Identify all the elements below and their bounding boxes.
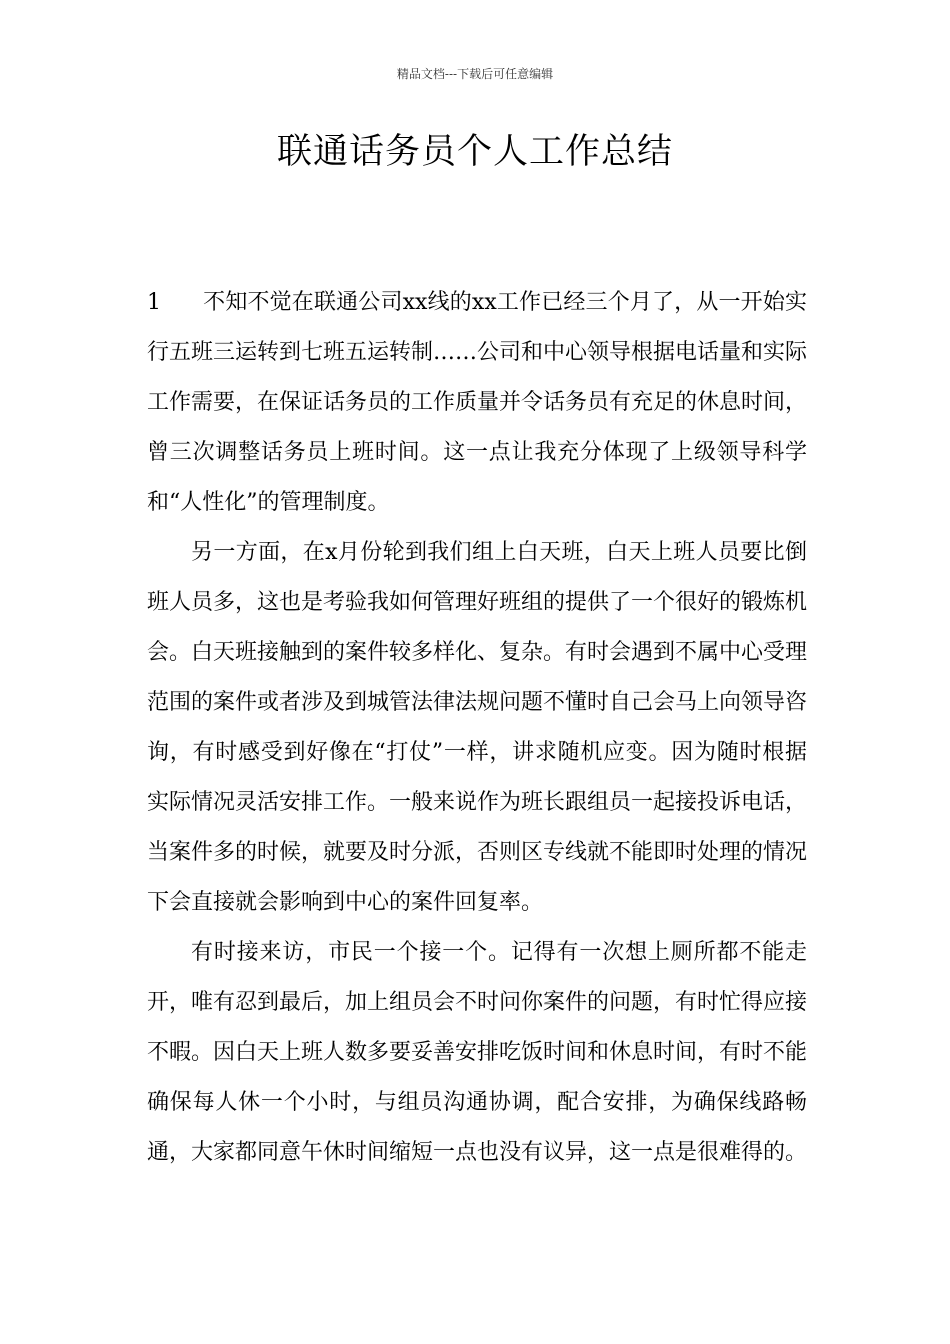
paragraph-1 — [147, 278, 807, 528]
paragraph-number: 1 — [147, 290, 161, 315]
document-body — [147, 278, 807, 1178]
paragraph-text: 不知不觉在联通公司xx线的xx工作已经三个月了，从一开始实行五班三运转到七班五运转制……公司和中心领导根据电话量和实际工作需要，在保证话务员的工作质量并令话务员有充足的休息时间，曾三次调整话务员上班时间。这一点让我充分体现了上级领导科学和“人性化”的管理制度。 — [147, 290, 808, 515]
document-title: 联通话务员个人工作总结 — [276, 132, 673, 172]
page-header: 精品文档---下载后可任意编辑 — [396, 67, 554, 81]
paragraph-3: 有时接来访，市民一个接一个。记得有一次想上厕所都不能走开，唯有忍到最后，加上组员会不时问你案件的问题，有时忙得应接不暇。因白天上班人数多要妥善安排吃饭时间和休息时间，有时不能确保每人休一个小时，与组员沟通协调，配合安排，为确保线路畅通，大家都同意午休时间缩短一点也没有议异，这一点是很难得的。 — [147, 940, 808, 1165]
paragraph-2: 另一方面，在x月份轮到我们组上白天班，白天上班人员要比倒班人员多，这也是考验我如何管理好班组的提供了一个很好的锻炼机会。白天班接触到的案件较多样化、复杂。有时会遇到不属中心受理范围的案件或者涉及到城管法律法规问题不懂时自己会马上向领导咨询，有时感受到好像在“打仗”一样，讲求随机应变。因为随时根据实际情况灵活安排工作。一般来说作为班长跟组员一起接投诉电话，当案件多的时候，就要及时分派，否则区专线就不能即时处理的情况下会直接就会影响到中心的案件回复率。 — [147, 540, 808, 915]
